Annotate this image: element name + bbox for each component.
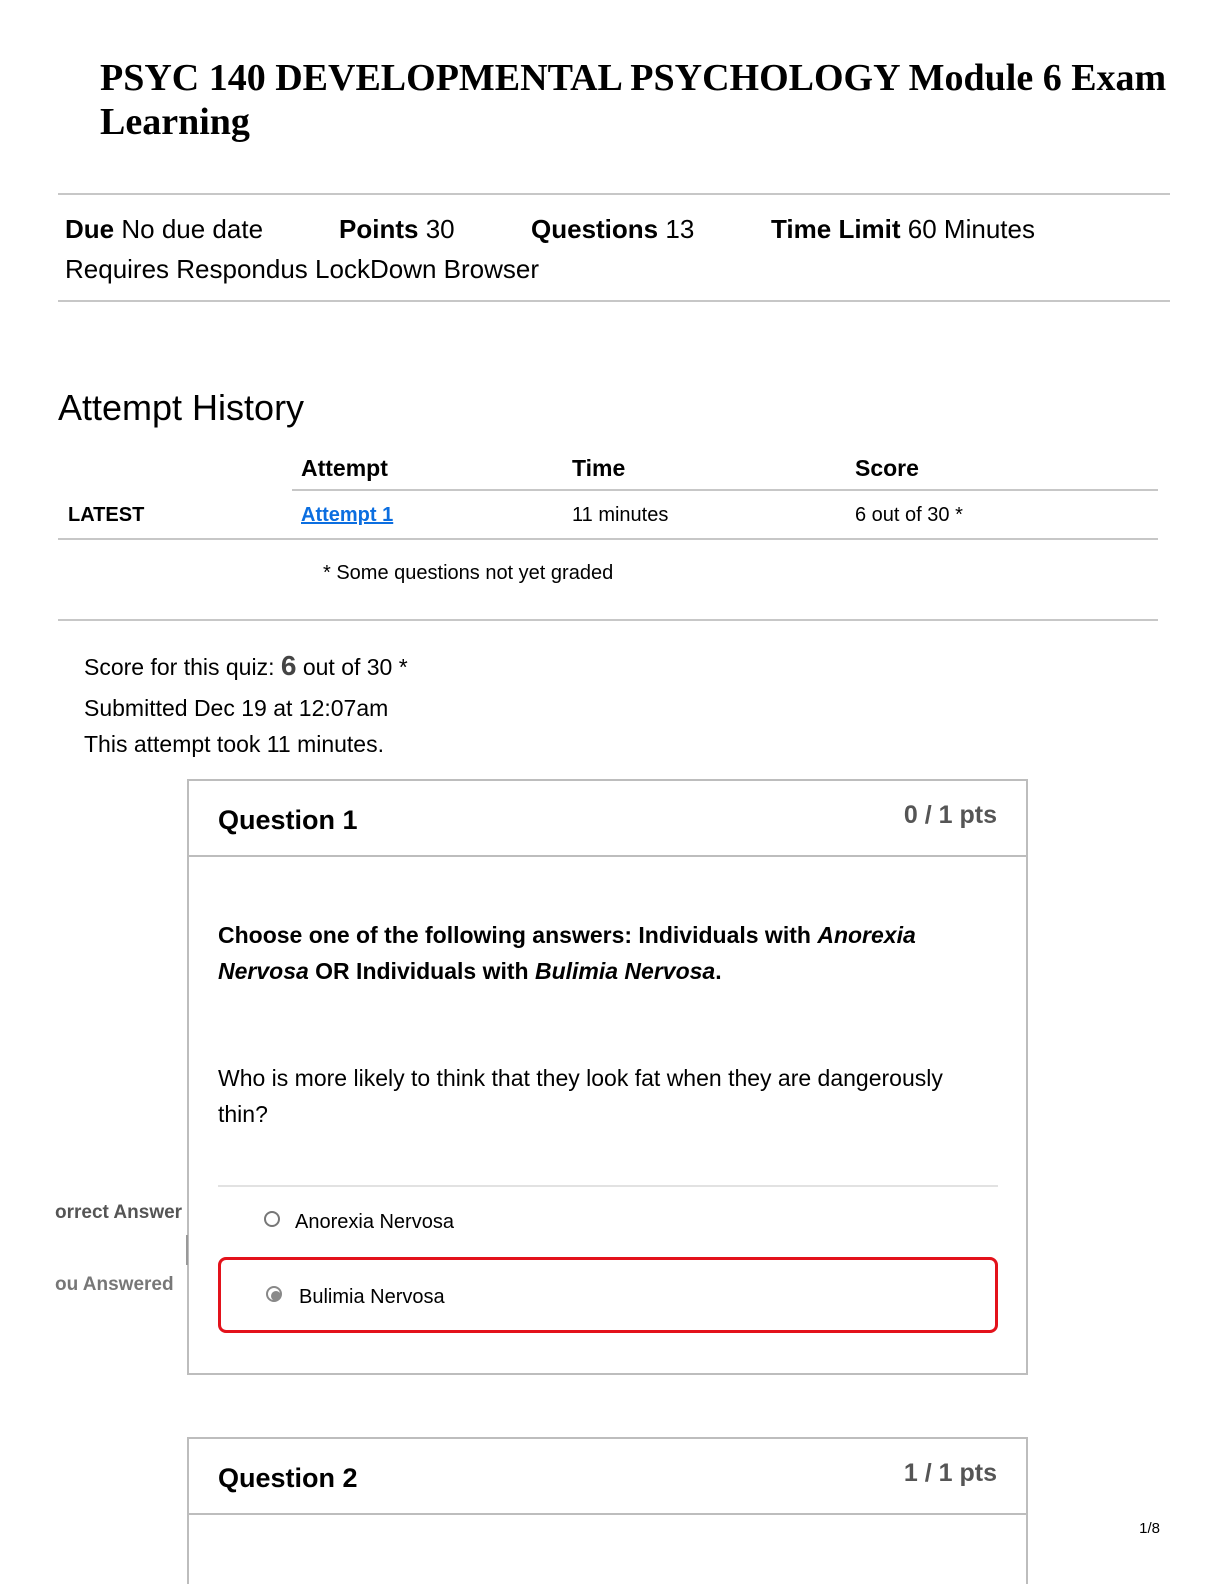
attempt-time: 11 minutes	[572, 504, 669, 526]
attempt-duration: This attempt took 11 minutes.	[84, 731, 384, 757]
instr-part-b: OR Individuals with	[308, 958, 535, 984]
answers-divider	[218, 1185, 998, 1187]
due-value: No due date	[121, 214, 264, 244]
answer-option-label: Anorexia Nervosa	[295, 1211, 454, 1233]
correct-answer-label: orrect Answer	[55, 1202, 183, 1223]
question-1-instructions	[218, 917, 978, 989]
questions-label: Questions	[531, 214, 659, 244]
answer-option-bulimia[interactable]	[218, 1257, 998, 1333]
you-answered-label: ou Answered	[55, 1274, 174, 1295]
table-header-rule	[292, 489, 1158, 491]
divider	[58, 619, 1158, 621]
question-1-title: Question 1	[218, 805, 358, 835]
question-1-text: Who is more likely to think that they look fat when they are dangerously thin?	[218, 1065, 943, 1127]
question-2-title: Question 2	[218, 1463, 358, 1493]
score-suffix: out of 30 *	[302, 654, 408, 680]
attempt-1-link[interactable]: Attempt 1	[301, 504, 394, 526]
score-prefix: Score for this quiz:	[84, 654, 275, 680]
question-2-card	[187, 1437, 1028, 1584]
page-title-line-2: Learning	[100, 101, 250, 143]
table-row-rule	[58, 538, 1158, 540]
answer-option-label: Bulimia Nervosa	[299, 1286, 445, 1308]
radio-unselected-icon[interactable]	[264, 1211, 280, 1227]
due-info	[65, 214, 263, 244]
lockdown-requirement: Requires Respondus LockDown Browser	[65, 254, 540, 284]
column-header-time: Time	[572, 455, 626, 481]
page-title-line-1: PSYC 140 DEVELOPMENTAL PSYCHOLOGY Module 6 Exam	[100, 57, 1167, 99]
grading-footnote: * Some questions not yet graded	[323, 562, 614, 584]
radio-selected-icon[interactable]	[266, 1286, 282, 1302]
attempt-history-heading: Attempt History	[58, 387, 305, 428]
question-2-header	[189, 1439, 1026, 1515]
page-number: 1/8	[1139, 1520, 1160, 1537]
label-connector	[186, 1235, 188, 1265]
instr-anorexia: Anorexia	[817, 922, 916, 948]
instr-bulimia: Bulimia Nervosa	[534, 958, 716, 984]
questions-info	[531, 214, 694, 244]
points-label: Points	[339, 214, 419, 244]
instr-part-a: Choose one of the following answers: Individuals with	[218, 922, 818, 948]
question-1-card	[187, 779, 1028, 1375]
instr-nervosa: Nervosa	[218, 958, 309, 984]
divider	[58, 300, 1170, 302]
points-info	[339, 214, 455, 244]
time-limit-label: Time Limit	[771, 214, 901, 244]
question-1-header	[189, 781, 1026, 857]
instr-part-c: .	[715, 958, 722, 984]
time-limit-info	[771, 214, 1035, 244]
question-1-points: 0 / 1 pts	[903, 801, 997, 829]
question-2-points: 1 / 1 pts	[903, 1459, 997, 1487]
column-header-score: Score	[855, 455, 919, 481]
score-value: 6	[280, 650, 297, 681]
divider	[58, 193, 1170, 195]
answer-option-anorexia[interactable]	[218, 1201, 998, 1247]
time-limit-value: 60 Minutes	[907, 214, 1035, 244]
page-title	[100, 56, 1224, 144]
points-value: 30	[425, 214, 455, 244]
due-label: Due	[65, 214, 115, 244]
column-header-attempt: Attempt	[301, 455, 388, 481]
questions-value: 13	[665, 214, 695, 244]
attempt-score: 6 out of 30 *	[855, 504, 963, 526]
submitted-date: Submitted Dec 19 at 12:07am	[84, 695, 389, 721]
latest-tag: LATEST	[68, 504, 145, 526]
quiz-score	[84, 652, 408, 681]
